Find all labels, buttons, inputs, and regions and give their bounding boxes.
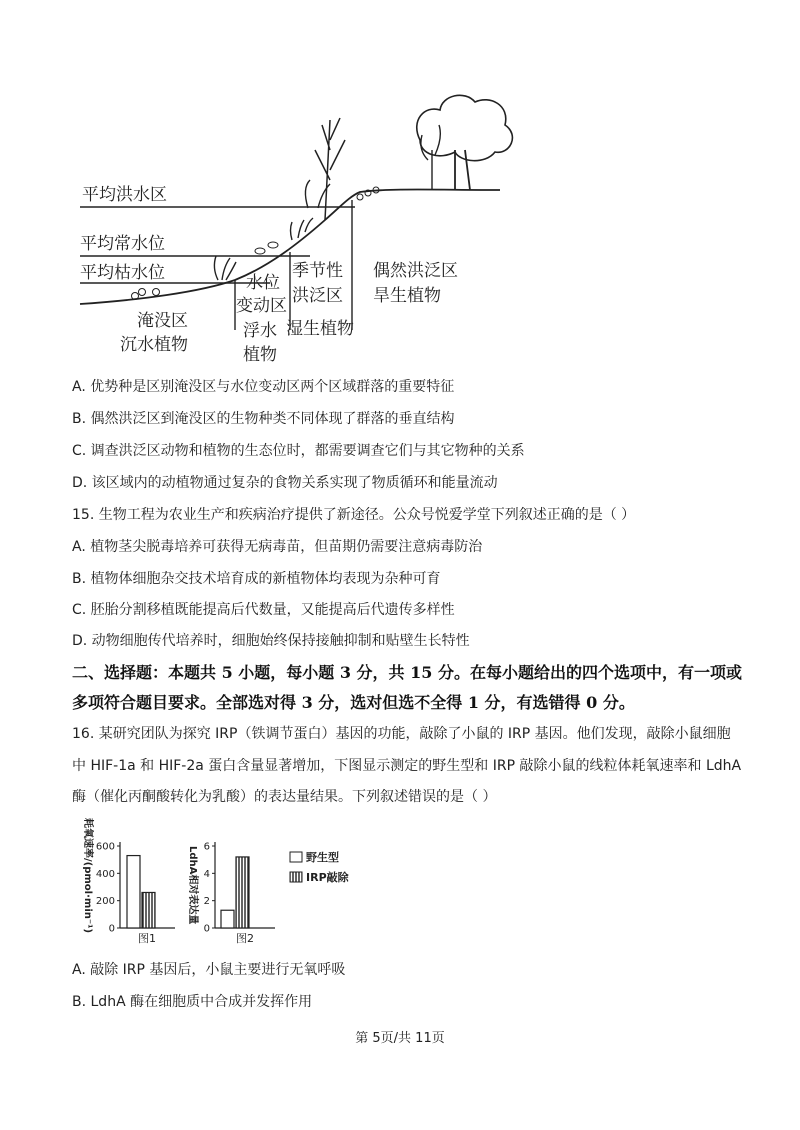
wetland-zonation-diagram: [60, 80, 520, 370]
q16-option-b: B. LdhA 酶在细胞质中合成并发挥作用: [72, 994, 313, 1010]
chart2-bar-wild: [221, 910, 234, 928]
chart2-ytick-label: 4: [203, 868, 210, 880]
label-dry-plants: 旱生植物: [373, 286, 441, 306]
chart2-bar-knockout: [236, 857, 249, 928]
q16-stem-line3: 酶（催化丙酮酸转化为乳酸）的表达量结果。下列叙述错误的是（ ）: [72, 789, 497, 805]
q15-option-b: B. 植物体细胞杂交技术培育成的新植物体均表现为杂种可育: [72, 571, 441, 587]
q15-stem: 15. 生物工程为农业生产和疾病治疗提供了新途径。公众号悦爱学堂下列叙述正确的是（ ）: [72, 507, 636, 523]
chart1-ytick-label: 600: [95, 841, 115, 853]
label-flood-level: 平均洪水区: [82, 185, 167, 205]
chart1-title: 图1: [138, 932, 156, 945]
q15-option-c: C. 胚胎分割移植既能提高后代数量，又能提高后代遗传多样性: [72, 602, 455, 618]
q16-option-a: A. 敲除 IRP 基因后，小鼠主要进行无氧呼吸: [72, 962, 346, 978]
label-submerged-zone: 淹没区: [137, 311, 188, 331]
q16-stem-line1: 16. 某研究团队为探究 IRP（铁调节蛋白）基因的功能，敲除了小鼠的 IRP 基因。他们发现，敲除小鼠细胞: [72, 726, 731, 742]
legend-swatch-wild: [290, 852, 302, 862]
chart1-bar-knockout: [142, 892, 155, 928]
label-submerged-plants: 沉水植物: [120, 335, 188, 355]
legend-label-wild: 野生型: [306, 851, 339, 864]
label-floating-plants-2: 植物: [243, 345, 277, 365]
q14-option-d: D. 该区域内的动植物通过复杂的食物关系实现了物质循环和能量流动: [72, 475, 498, 491]
chart1-bar-wild: [127, 856, 140, 928]
chart1-ytick-label: 0: [108, 923, 115, 935]
label-dry-level: 平均枯水位: [80, 263, 165, 283]
q14-option-b: B. 偶然洪泛区到淹没区的生物种类不同体现了群落的垂直结构: [72, 411, 455, 427]
q16-charts: [70, 812, 390, 952]
label-wetland-plants: 湿生植物: [286, 319, 354, 339]
chart2-ytick-label: 6: [203, 841, 210, 853]
label-occasional-zone: 偶然洪泛区: [373, 261, 458, 281]
label-fluctuation-zone-2: 变动区: [236, 296, 287, 316]
q15-option-a: A. 植物茎尖脱毒培养可获得无病毒苗，但苗期仍需要注意病毒防治: [72, 539, 483, 555]
label-normal-level: 平均常水位: [80, 234, 165, 254]
chart1-ytick-label: 200: [95, 896, 115, 908]
legend-label-knockout: IRP敲除: [306, 871, 349, 884]
label-floating-plants-1: 浮水: [243, 321, 277, 341]
q16-stem-line2: 中 HIF-1a 和 HIF-2a 蛋白含量显著增加，下图显示测定的野生型和 IRP 敲除小鼠的线粒体耗氧速率和 LdhA: [72, 758, 742, 774]
chart2-ytick-label: 2: [203, 896, 210, 908]
section-heading-line2: 多项符合题目要求。全部选对得 3 分，选对但选不全得 1 分，有选错得 0 分。: [72, 693, 635, 712]
q15-option-d: D. 动物细胞传代培养时，细胞始终保持接触抑制和贴壁生长特性: [72, 633, 470, 649]
chart2-title: 图2: [236, 932, 254, 945]
q14-option-c: C. 调查洪泛区动物和植物的生态位时，都需要调查它们与其它物种的关系: [72, 443, 525, 459]
legend-swatch-knockout: [290, 872, 302, 882]
q14-option-a: A. 优势种是区别淹没区与水位变动区两个区域群落的重要特征: [72, 379, 455, 395]
chart2-ytick-label: 0: [203, 923, 210, 935]
chart1-ylabel: 耗氧速率/(pmol·min⁻¹): [82, 818, 93, 934]
label-seasonal-zone-2: 洪泛区: [292, 286, 343, 306]
chart2-ylabel: LdhA相对表达量: [187, 846, 198, 925]
label-fluctuation-zone-1: 水位: [246, 273, 280, 293]
page-footer: 第 5页/共 11页: [355, 1031, 445, 1046]
section-heading-line1: 二、选择题：本题共 5 小题，每小题 3 分，共 15 分。在每小题给出的四个选项中，有一项或: [72, 663, 742, 682]
chart1-ytick-label: 400: [95, 868, 115, 880]
label-seasonal-zone-1: 季节性: [292, 261, 343, 281]
